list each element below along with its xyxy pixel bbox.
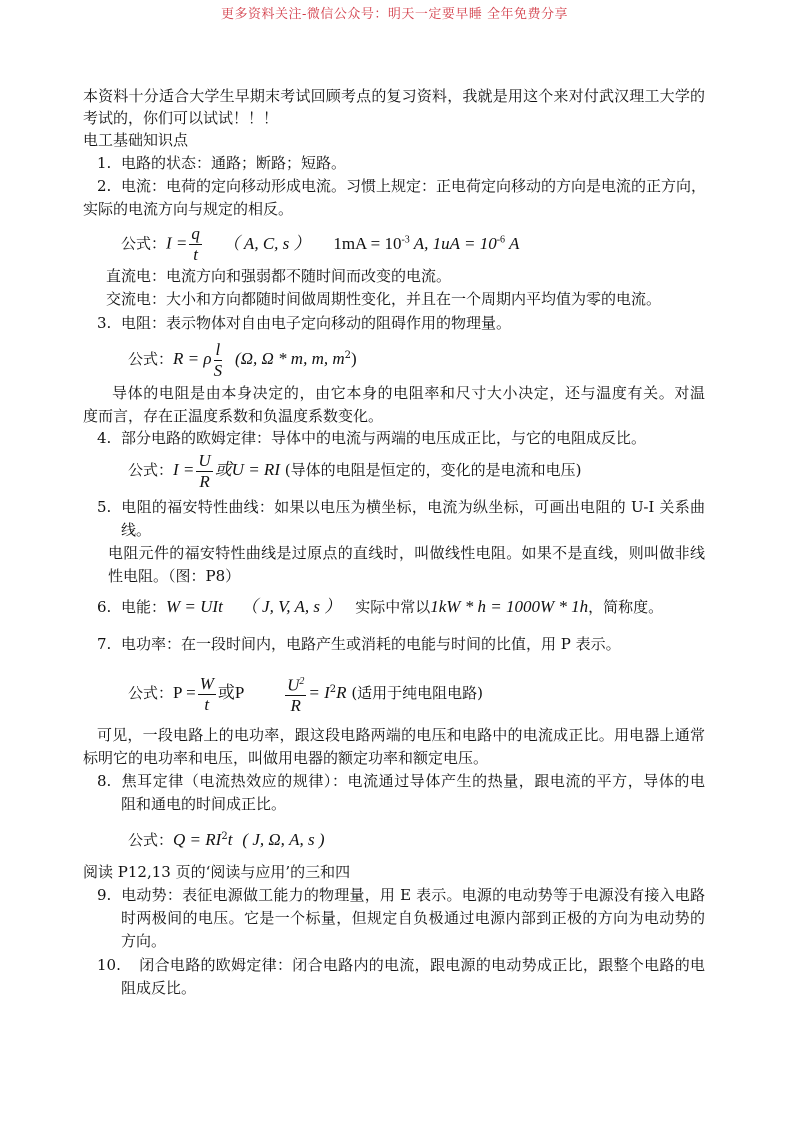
paren: ) <box>351 349 357 368</box>
item-number: 6. <box>97 598 112 616</box>
formula-lhs: I = <box>173 460 195 479</box>
paragraph: 性电阻。（图：P8） <box>108 567 241 585</box>
item-text: 焦耳定律（电流热效应的规律）：电流通过导体产生的热量，跟电流的平方，导体的电 <box>121 772 705 790</box>
conv-part: A <box>505 233 520 253</box>
fraction <box>196 451 212 492</box>
denominator: R <box>199 471 210 491</box>
formula-label: 公式： <box>128 461 174 479</box>
section-title: 电工基础知识点 <box>83 131 189 149</box>
item-text: 闭合电路的欧姆定律：闭合电路内的电流，跟电源的电动势成正比，跟整个电路的电 <box>139 956 705 974</box>
item-number: 10. <box>97 956 121 974</box>
formula-power <box>128 670 483 716</box>
formula-current <box>121 220 519 265</box>
numerator-var: U <box>287 675 300 695</box>
reading-note: 阅读 P12,13 页的‘阅读与应用’的三和四 <box>83 863 351 881</box>
denominator: R <box>290 696 301 716</box>
item-number: 2. <box>97 177 112 195</box>
item-number: 5. <box>97 498 112 516</box>
paragraph: 度而言，存在正温度系数和负温度系数变化。 <box>83 407 384 425</box>
item-8 <box>97 771 705 791</box>
exponent: 2 <box>329 684 337 695</box>
formula-or: 或P <box>217 683 245 702</box>
item-text: 电动势：表征电源做工能力的物理量，用 E 表示。电源的电动势等于电源没有接入电路 <box>121 886 705 904</box>
formula-note: (适用于纯电阻电路) <box>351 684 484 702</box>
formula-label: 公式： <box>128 684 174 702</box>
conv-part: A, 1uA = 10 <box>409 233 497 253</box>
denominator: t <box>193 245 199 265</box>
ac-definition: 交流电：大小和方向都随时间做周期性变化，并且在一个周期内平均值为零的电流。 <box>106 290 662 308</box>
fraction <box>189 224 202 265</box>
intro-line: 考试的，你们可以试试！！！ <box>83 109 279 127</box>
item-6 <box>97 597 663 617</box>
numerator: U <box>198 450 211 470</box>
formula-label: 公式： <box>121 234 167 253</box>
item-5-cont: 线。 <box>121 521 152 539</box>
item-label: 电能： <box>121 598 167 616</box>
item-9-cont: 方向。 <box>121 932 167 950</box>
formula-rhs: = I <box>308 683 330 702</box>
denominator: S <box>213 360 223 380</box>
formula-label: 公式： <box>128 350 174 368</box>
item-number: 9. <box>97 886 112 904</box>
formula: W = UIt <box>166 597 223 616</box>
dc-definition: 直流电：电流方向和强弱都不随时间而改变的电流。 <box>106 267 452 285</box>
exponent: -3 <box>401 234 410 245</box>
item-5 <box>97 497 705 517</box>
formula-joule <box>128 827 325 850</box>
formula-units: (Ω, Ω * m, m, m <box>235 349 345 368</box>
formula-ohm <box>128 450 581 492</box>
formula-resistance <box>128 336 357 381</box>
formula-lhs: I = <box>166 233 188 253</box>
formula-var: t <box>227 830 233 849</box>
item-text: 电路的状态：通路；断路；短路。 <box>121 154 347 172</box>
formula-rhs: R <box>336 683 347 702</box>
exponent: -6 <box>496 234 506 245</box>
formula-rhs: 或U = RI <box>214 460 280 479</box>
intro-line: 本资料十分适合大学生早期末考试回顾考点的复习资料，我就是用这个来对付武汉理工大学的 <box>83 87 705 105</box>
formula-units: ( J, Ω, A, s ) <box>242 830 325 849</box>
item-3 <box>97 313 511 333</box>
fraction <box>198 674 216 715</box>
conv-part: 1mA = 10 <box>333 233 402 253</box>
item-7 <box>97 634 621 654</box>
paragraph: 电阻元件的福安特性曲线是过原点的直线时，叫做线性电阻。如果不是直线，则叫做非线 <box>108 544 705 562</box>
item-text: 部分电路的欧姆定律：导体中的电流与两端的电压成正比，与它的电阻成反比。 <box>121 429 647 447</box>
item-text: 电功率：在一段时间内，电路产生或消耗的电能与时间的比值，用 P 表示。 <box>121 635 621 653</box>
item-text: 实际中常以 <box>355 598 431 616</box>
formula-note: (导体的电阻是恒定的，变化的是电流和电压) <box>284 461 582 479</box>
item-4 <box>97 428 646 448</box>
item-number: 3. <box>97 314 112 332</box>
exponent: 2 <box>344 350 352 361</box>
numerator: l <box>215 339 221 359</box>
item-text: 电阻：表示物体对自由电子定向移动的阻碍作用的物理量。 <box>121 314 512 332</box>
formula-units: （ A, C, s ） <box>222 233 311 253</box>
item-text: 电流：电荷的定向移动形成电流。习惯上规定：正电荷定向移动的方向是电流的正方向， <box>121 177 707 195</box>
item-2-cont: 实际的电流方向与规定的相反。 <box>83 200 294 218</box>
item-number: 7. <box>97 635 112 653</box>
paragraph: 标明它的电功率和电压，叫做用电器的额定功率和额定电压。 <box>83 749 489 767</box>
paragraph: 可见，一段电路上的电功率，跟这段电路两端的电压和电路中的电流成正比。用电器上通常 <box>97 726 705 744</box>
formula-lhs: R = ρ <box>173 349 212 368</box>
item-text: 电阻的福安特性曲线：如果以电压为横坐标，电流为纵坐标，可画出电阻的 U-I 关系曲 <box>121 498 705 516</box>
formula-units: （ J, V, A, s ） <box>240 597 342 616</box>
formula: 1kW * h = 1000W * 1h <box>430 597 589 616</box>
item-1 <box>97 153 346 173</box>
watermark-header: 更多资料关注-微信公众号：明天一定要早睡 全年免费分享 <box>220 7 569 22</box>
unit-conversion <box>333 234 519 253</box>
formula-lhs: Q = RI <box>173 830 222 849</box>
exponent: 2 <box>221 831 228 842</box>
formula-label: 公式： <box>128 831 174 849</box>
formula-lhs: P = <box>173 683 196 702</box>
item-10 <box>97 955 705 975</box>
fraction <box>285 672 306 717</box>
numerator: W <box>199 673 214 693</box>
numerator: q <box>191 224 200 244</box>
exponent: 2 <box>299 675 305 687</box>
item-8-cont: 阻和通电的时间成正比。 <box>121 795 287 813</box>
item-9-cont: 时两极间的电压。它是一个标量，但规定自负极通过电源内部到正极的方向为电动势的 <box>121 909 705 927</box>
fraction <box>214 340 223 381</box>
item-number: 8. <box>97 772 112 790</box>
item-number: 4. <box>97 429 112 447</box>
paragraph: 导体的电阻是由本身决定的，由它本身的电阻率和尺寸大小决定，还与温度有关。对温 <box>112 384 705 402</box>
item-number: 1. <box>97 154 112 172</box>
item-2 <box>97 176 705 196</box>
item-10-cont: 阻成反比。 <box>121 979 197 997</box>
item-text: ，简称度。 <box>588 598 664 616</box>
item-9 <box>97 885 705 905</box>
numerator <box>285 672 306 697</box>
denominator: t <box>204 694 210 714</box>
